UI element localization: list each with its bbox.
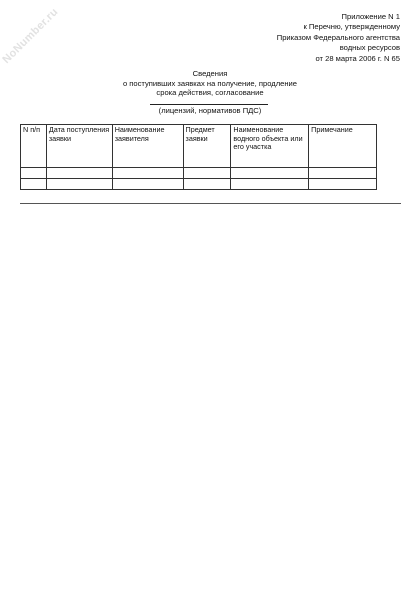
fill-in-line — [150, 104, 268, 105]
header-water-body: Наименование водного объекта или его участка — [231, 125, 309, 168]
approval-line: Приложение N 1 — [341, 12, 400, 21]
approval-line: водных ресурсов — [339, 43, 400, 53]
document-heading — [0, 69, 420, 98]
approval-line: Приказом Федерального агентства — [276, 32, 400, 42]
section-divider — [20, 203, 401, 204]
table-cell — [231, 179, 309, 190]
table-cell — [183, 179, 231, 190]
table-cell — [46, 179, 112, 190]
header-applicant: Наименование заявителя — [112, 125, 183, 168]
table-cell — [309, 168, 377, 179]
table-cell — [112, 179, 183, 190]
watermark-text: NoNumber.ru — [0, 5, 61, 67]
approval-block — [277, 12, 400, 64]
table-cell — [46, 168, 112, 179]
table-cell — [112, 168, 183, 179]
table-row — [21, 168, 377, 179]
approval-line: от 28 марта 2006 г. N 65 — [315, 53, 400, 63]
table-cell — [183, 168, 231, 179]
approval-line: к Перечню, утвержденному — [303, 22, 400, 32]
header-number: N п/п — [21, 125, 47, 168]
table-cell — [309, 179, 377, 190]
header-subject: Предмет заявки — [183, 125, 231, 168]
table-row — [21, 179, 377, 190]
header-note: Примечание — [309, 125, 377, 168]
heading-line: о поступивших заявках на получение, продление — [122, 78, 298, 88]
table-cell — [21, 179, 47, 190]
table-cell — [231, 168, 309, 179]
heading-line: срока действия, согласование — [156, 88, 264, 98]
applications-table — [20, 124, 377, 190]
header-date: Дата поступления заявки — [46, 125, 112, 168]
heading-title: Сведения — [192, 69, 228, 78]
table-header-row — [21, 125, 377, 168]
fill-in-caption: (лицензий, нормативов ПДС) — [158, 106, 262, 115]
table-cell — [21, 168, 47, 179]
